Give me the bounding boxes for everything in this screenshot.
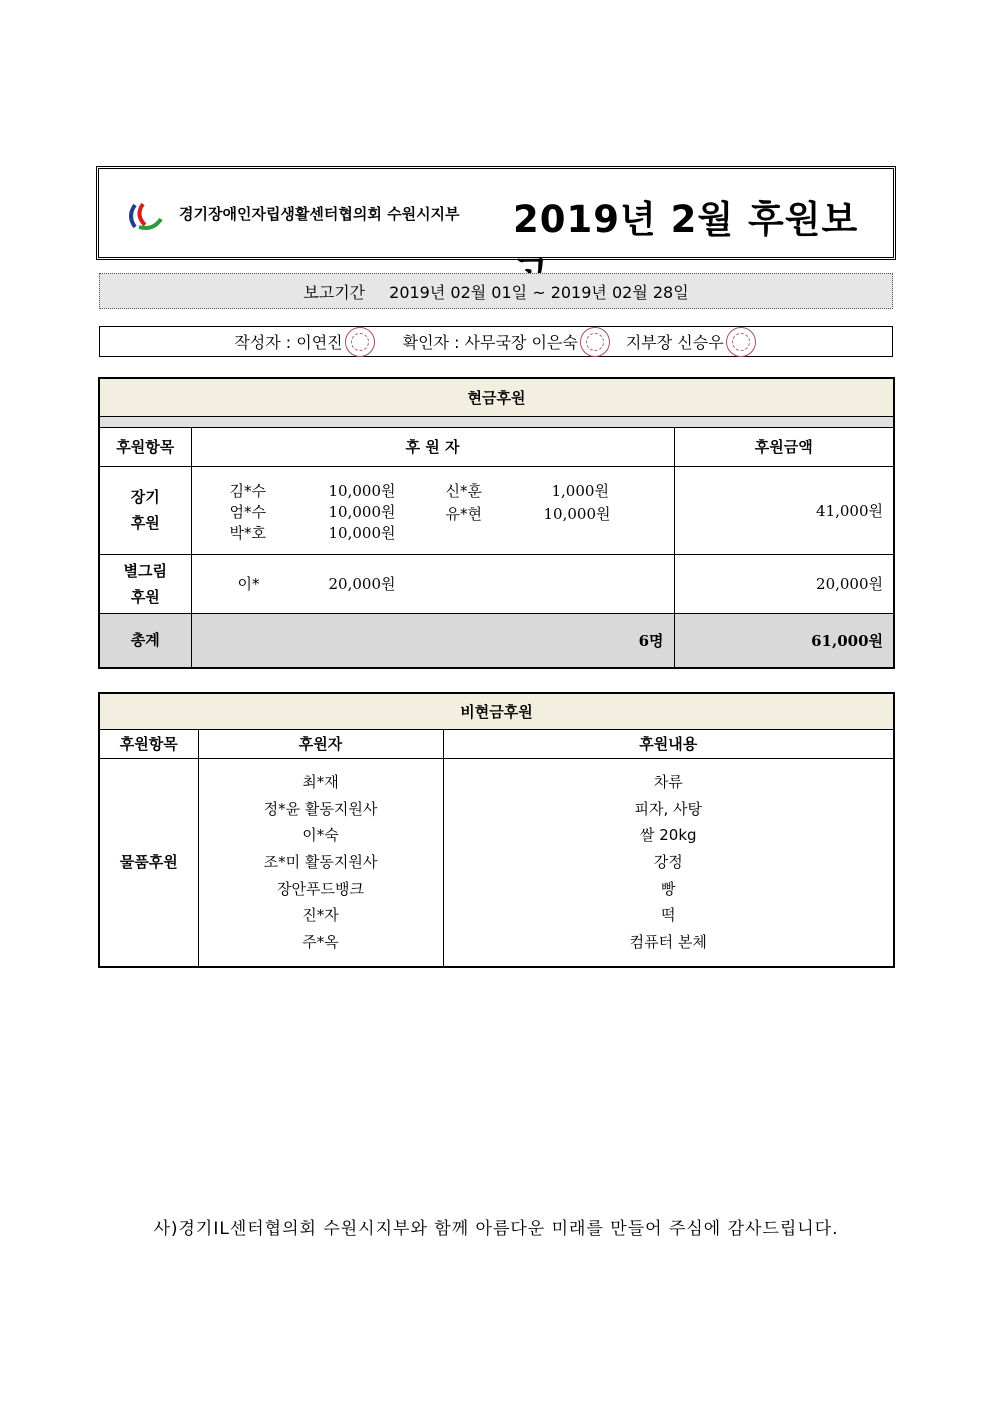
donor-name: 유*현 — [445, 505, 482, 523]
list-item: 강정 — [653, 852, 683, 871]
list-item: 주*옥 — [302, 932, 339, 951]
regular-category — [99, 466, 191, 554]
donor-name: 엄*수 — [229, 503, 266, 521]
cash-donation-table — [98, 377, 895, 669]
confirmer-label: 확인자 : 사무국장 이은숙 — [402, 333, 578, 352]
donor-amount: 10,000원 — [543, 505, 611, 523]
regular-donors-cell — [191, 466, 674, 554]
list-item: 장안푸드뱅크 — [277, 879, 364, 898]
donor-name: 신*훈 — [445, 482, 482, 500]
donor-amount: 10,000원 — [328, 503, 396, 521]
goods-category: 물품후원 — [99, 758, 198, 967]
report-title: 2019년 2월 후원보 — [513, 198, 859, 241]
thank-you-footer: 사)경기IL센터협의회 수원시지부와 함께 아름다운 미래를 만들어 주심에 감사드립니다. — [153, 1219, 839, 1239]
regular-category-label: 장기 후원 — [130, 488, 160, 532]
donor-amount: 10,000원 — [328, 482, 396, 500]
period-range: 2019년 02월 01일 ~ 2019년 02월 28일 — [389, 282, 689, 302]
donor-name: 이* — [237, 575, 260, 593]
regular-total: 41,000원 — [674, 466, 894, 554]
list-item: 피자, 사탕 — [634, 799, 702, 818]
donor-amount: 20,000원 — [328, 575, 396, 593]
cash-header-amount: 후원금액 — [674, 427, 894, 466]
goods-content-list — [443, 758, 894, 967]
report-header — [96, 166, 896, 260]
author-line — [99, 326, 893, 357]
noncash-header-donor: 후원자 — [198, 729, 443, 758]
writer-label: 작성자 : 이연진 — [234, 333, 343, 352]
noncash-header-category: 후원항목 — [99, 729, 198, 758]
summary-total: 61,000원 — [674, 613, 894, 668]
donor-amount: 10,000원 — [328, 524, 396, 542]
donor-amount: 1,000원 — [551, 482, 609, 500]
branch-head-seal-stamp — [726, 327, 756, 357]
goods-donor-list — [198, 758, 443, 967]
branch-head-label: 지부장 신승우 — [625, 333, 724, 352]
list-item: 컴퓨터 본체 — [629, 932, 707, 951]
list-item: 이*숙 — [302, 826, 339, 845]
list-item: 차류 — [653, 773, 683, 792]
regular-donor-list — [192, 467, 674, 553]
period-label: 보고기간 — [303, 282, 366, 302]
summary-label: 총계 — [99, 613, 191, 668]
organization-name: 경기장애인자립생활센터협의회 수원시지부 — [179, 205, 460, 223]
special-category — [99, 554, 191, 613]
donor-name: 김*수 — [229, 482, 266, 500]
special-category-label: 별그림 후원 — [123, 561, 167, 606]
section-divider — [99, 416, 894, 427]
special-total: 20,000원 — [674, 554, 894, 613]
report-period — [99, 273, 893, 309]
special-donors-cell — [191, 554, 674, 613]
list-item: 최*재 — [302, 773, 339, 792]
list-item: 정*윤 활동지원사 — [263, 799, 378, 818]
summary-count: 6명 — [191, 613, 674, 668]
list-item: 쌀 20kg — [639, 826, 697, 845]
donor-name: 박*호 — [229, 524, 266, 542]
writer-seal-stamp — [345, 327, 375, 357]
noncash-section-title: 비현금후원 — [99, 693, 894, 729]
cash-section-title: 현금후원 — [99, 378, 894, 416]
list-item: 떡 — [661, 906, 676, 925]
cash-header-category: 후원항목 — [99, 427, 191, 466]
list-item: 진*자 — [302, 906, 339, 925]
list-item: 조*미 활동지원사 — [263, 852, 378, 871]
special-donor-list — [192, 555, 674, 612]
noncash-header-content: 후원내용 — [443, 729, 894, 758]
cash-header-donors: 후 원 자 — [191, 427, 674, 466]
organization-logo-icon — [125, 201, 167, 231]
noncash-donation-table — [98, 692, 895, 968]
confirmer-seal-stamp — [580, 327, 610, 357]
list-item: 빵 — [661, 879, 676, 898]
